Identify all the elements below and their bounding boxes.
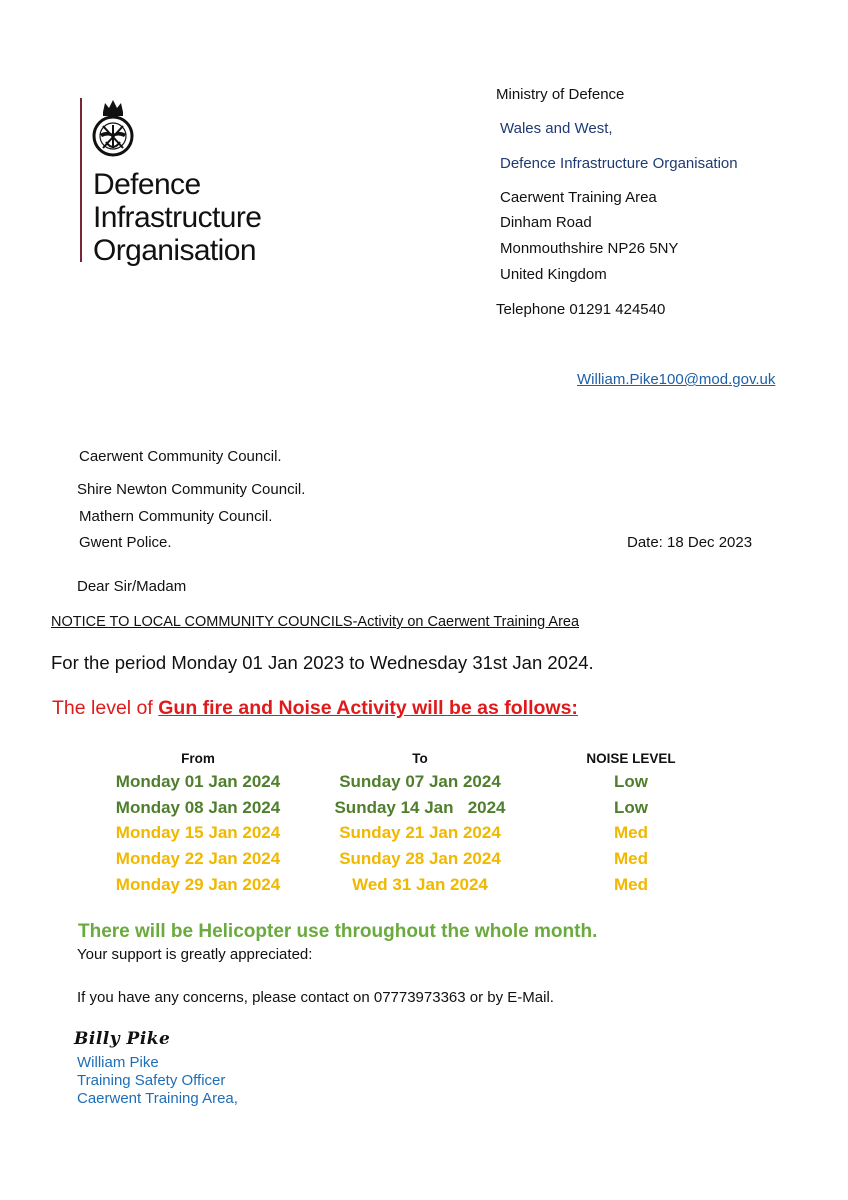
col-header-level: NOISE LEVEL bbox=[586, 751, 676, 766]
schedule-from: Monday 01 Jan 2024 bbox=[115, 772, 281, 791]
logo-line: Organisation bbox=[93, 234, 256, 267]
subject-line: NOTICE TO LOCAL COMMUNITY COUNCILS-Activity on Caerwent Training Area bbox=[51, 614, 580, 630]
signatory-title: Training Safety Officer bbox=[77, 1072, 226, 1089]
signatory-location: Caerwent Training Area, bbox=[77, 1090, 238, 1107]
schedule-to: Sunday 21 Jan 2024 bbox=[339, 823, 501, 842]
logo-line: Infrastructure bbox=[93, 201, 262, 234]
schedule-from: Monday 22 Jan 2024 bbox=[115, 849, 281, 868]
schedule-to: Wed 31 Jan 2024 bbox=[352, 875, 488, 894]
logo-wordmark bbox=[93, 168, 261, 267]
sender-email-link[interactable]: William.Pike100@mod.gov.uk bbox=[577, 371, 776, 388]
recipient: Shire Newton Community Council. bbox=[77, 481, 306, 498]
sender-ministry: Ministry of Defence bbox=[496, 86, 625, 103]
schedule-level: Low bbox=[614, 772, 648, 791]
schedule-level: Med bbox=[614, 849, 648, 868]
schedule-from: Monday 29 Jan 2024 bbox=[115, 875, 281, 894]
logo-line: Defence bbox=[93, 168, 201, 201]
noise-level-intro bbox=[52, 697, 578, 720]
schedule-level: Low bbox=[614, 798, 648, 817]
noise-level-emphasis: Gun fire and Noise Activity will be as follows: bbox=[158, 697, 578, 719]
letter-date: Date: 18 Dec 2023 bbox=[627, 534, 753, 551]
salutation: Dear Sir/Madam bbox=[77, 578, 187, 595]
crest-icon bbox=[90, 98, 136, 160]
schedule-level: Med bbox=[614, 875, 648, 894]
handwritten-signature: Billy Pike bbox=[74, 1029, 171, 1049]
helicopter-note: There will be Helicopter use throughout the whole month. bbox=[78, 921, 598, 942]
signatory-name: William Pike bbox=[77, 1054, 159, 1071]
sender-telephone: Telephone 01291 424540 bbox=[496, 301, 666, 318]
recipient: Gwent Police. bbox=[79, 534, 172, 551]
period-line: For the period Monday 01 Jan 2023 to Wednesday 31st Jan 2024. bbox=[51, 652, 594, 673]
schedule-to: Sunday 07 Jan 2024 bbox=[339, 772, 501, 791]
recipient: Caerwent Community Council. bbox=[79, 448, 282, 465]
schedule-to: Sunday 14 Jan 2024 bbox=[334, 798, 506, 817]
schedule-to: Sunday 28 Jan 2024 bbox=[339, 849, 501, 868]
support-text: Your support is greatly appreciated: bbox=[77, 946, 313, 963]
logo-divider bbox=[80, 98, 82, 262]
sender-address-line: United Kingdom bbox=[500, 266, 607, 283]
concerns-text: If you have any concerns, please contact on 07773973363 or by E-Mail. bbox=[77, 989, 554, 1006]
sender-address-line: Caerwent Training Area bbox=[500, 189, 657, 206]
sender-address-line: Dinham Road bbox=[500, 214, 592, 231]
schedule-from: Monday 15 Jan 2024 bbox=[115, 823, 281, 842]
sender-org: Defence Infrastructure Organisation bbox=[500, 155, 738, 172]
col-header-to: To bbox=[412, 751, 428, 766]
recipient: Mathern Community Council. bbox=[79, 508, 273, 525]
schedule-level: Med bbox=[614, 823, 648, 842]
sender-address-line: Monmouthshire NP26 5NY bbox=[500, 240, 679, 257]
sender-region: Wales and West, bbox=[500, 120, 613, 137]
noise-level-prefix: The level of bbox=[52, 697, 159, 719]
schedule-from: Monday 08 Jan 2024 bbox=[115, 798, 281, 817]
col-header-from: From bbox=[181, 751, 215, 766]
